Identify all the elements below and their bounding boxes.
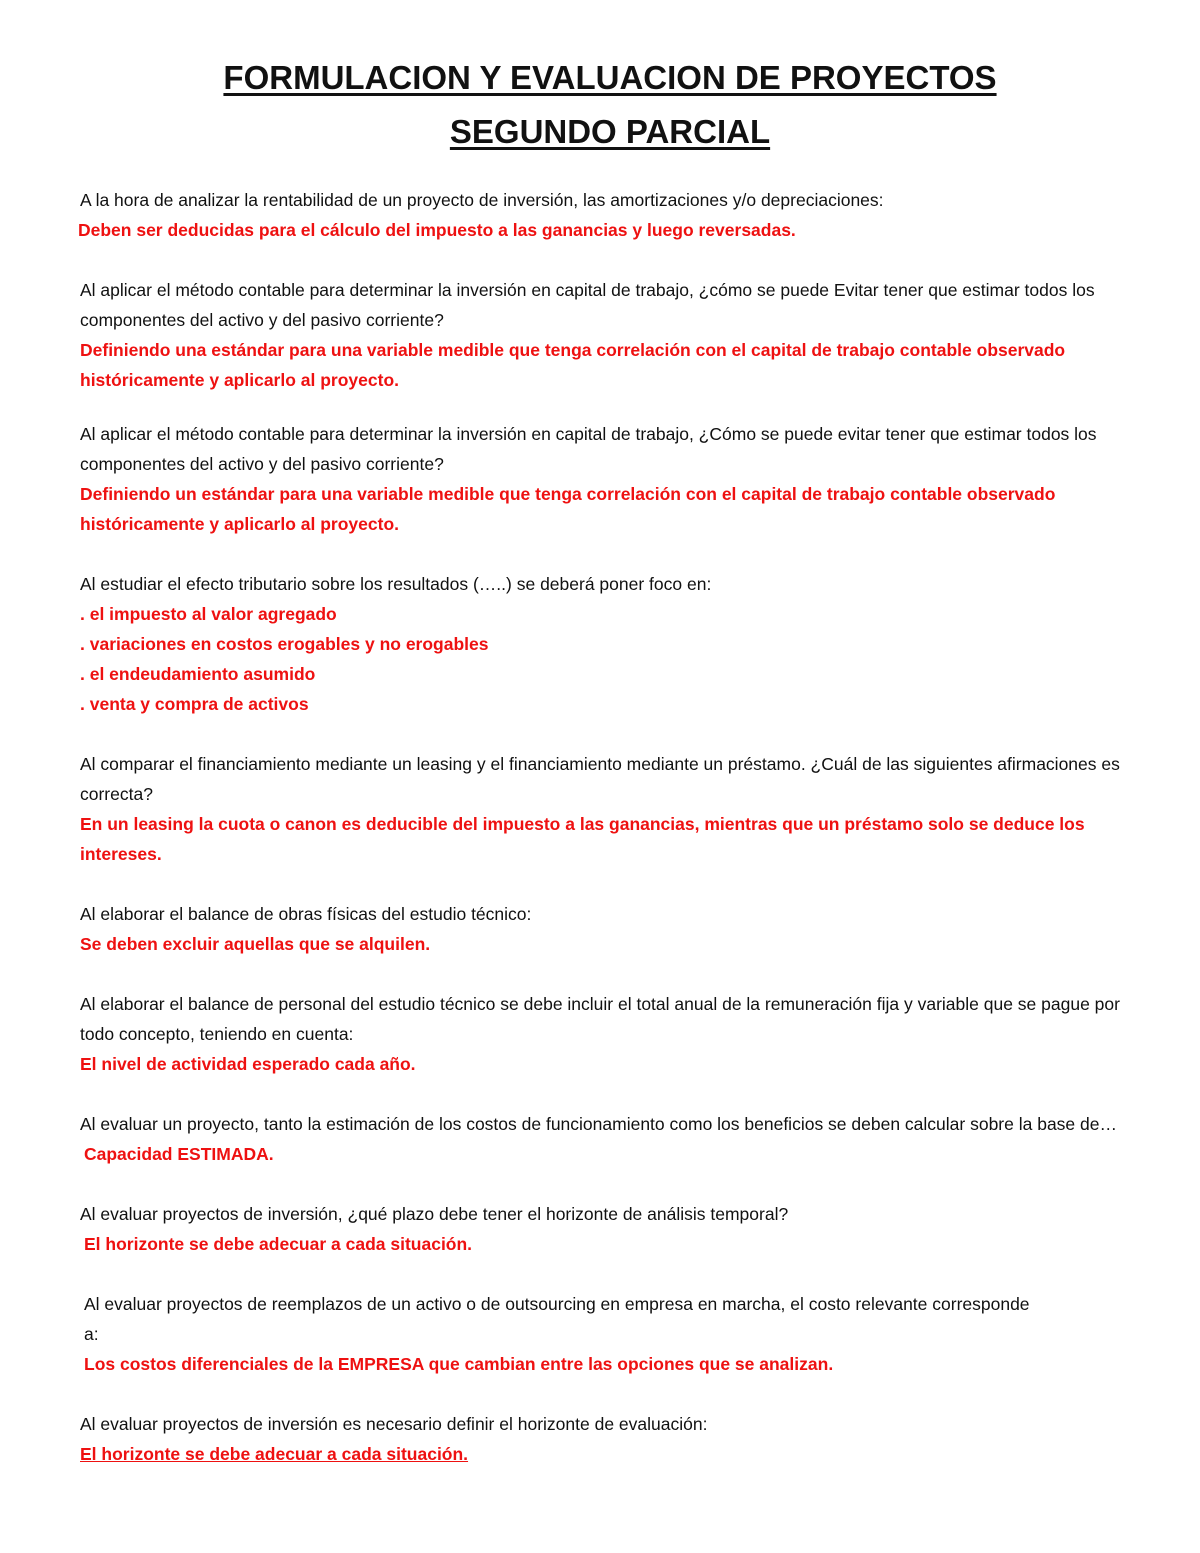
document-subtitle: SEGUNDO PARCIAL	[449, 112, 771, 150]
question-text: Al comparar el financiamiento mediante un leasing y el financiamiento mediante un préstamo. ¿Cuál de las siguientes afirmaciones es correcta?	[80, 754, 1120, 805]
answer-text: Definiendo una estándar para una variable medible que tenga correlación con el capital de trabajo contable observado históricamente y aplicarlo al proyecto.	[80, 340, 1066, 391]
answer-text: El horizonte se debe adecuar a cada situación.	[84, 1234, 473, 1255]
answer-text: Capacidad ESTIMADA.	[84, 1144, 274, 1165]
answer-text: Definiendo un estándar para una variable medible que tenga correlación con el capital de trabajo contable observado históricamente y aplicarlo al proyecto.	[80, 484, 1056, 535]
answer-text: El nivel de actividad esperado cada año.	[80, 1054, 416, 1075]
answer-options-list	[80, 599, 1140, 719]
question-text: Al elaborar el balance de obras físicas del estudio técnico:	[80, 904, 532, 925]
qa-item-9	[80, 1199, 1140, 1259]
question-text: Al evaluar proyectos de inversión es necesario definir el horizonte de evaluación:	[80, 1414, 708, 1435]
answer-option: . venta y compra de activos	[80, 694, 309, 715]
question-text: Al evaluar proyectos de inversión, ¿qué plazo debe tener el horizonte de análisis temporal?	[80, 1204, 789, 1225]
question-text: Al aplicar el método contable para determinar la inversión en capital de trabajo, ¿cómo se puede Evitar tener que estimar todos los componentes del activo y del pasivo corriente?	[80, 280, 1095, 331]
qa-item-7	[80, 989, 1140, 1079]
question-text: Al aplicar el método contable para determinar la inversión en capital de trabajo, ¿Cómo se puede evitar tener que estimar todos los componentes del activo y del pasivo corriente?	[80, 424, 1097, 475]
qa-item-10	[80, 1289, 1140, 1379]
qa-item-11	[80, 1409, 1140, 1469]
answer-text: Los costos diferenciales de la EMPRESA que cambian entre las opciones que se analizan.	[84, 1354, 834, 1375]
answer-option: . variaciones en costos erogables y no erogables	[80, 634, 489, 655]
qa-item-4	[80, 569, 1140, 719]
question-text: Al elaborar el balance de personal del estudio técnico se debe incluir el total anual de la remuneración fija y variable que se pague por todo concepto, teniendo en cuenta:	[80, 994, 1120, 1045]
question-text: A la hora de analizar la rentabilidad de un proyecto de inversión, las amortizaciones y/o depreciaciones:	[80, 190, 884, 211]
answer-option: . el endeudamiento asumido	[80, 664, 316, 685]
question-text: Al estudiar el efecto tributario sobre los resultados (…..) se deberá poner foco en:	[80, 574, 712, 595]
question-text: Al evaluar un proyecto, tanto la estimación de los costos de funcionamiento como los beneficios se deben calcular sobre la base de…	[80, 1114, 1117, 1135]
answer-text: Deben ser deducidas para el cálculo del impuesto a las ganancias y luego reversadas.	[78, 220, 796, 241]
qa-item-5	[80, 749, 1140, 869]
qa-item-2	[80, 275, 1140, 395]
qa-item-6	[80, 899, 1140, 959]
answer-text: El horizonte se debe adecuar a cada situación.	[80, 1444, 469, 1465]
answer-option: . el impuesto al valor agregado	[80, 604, 337, 625]
qa-item-1	[80, 185, 1140, 245]
answer-text: En un leasing la cuota o canon es deducible del impuesto a las ganancias, mientras que un préstamo solo se deduce los intereses.	[80, 814, 1085, 865]
document-title: FORMULACION Y EVALUACION DE PROYECTOS	[223, 59, 997, 96]
question-text: Al evaluar proyectos de reemplazos de un activo o de outsourcing en empresa en marcha, el costo relevante corresponde a:	[84, 1294, 1030, 1345]
qa-item-3	[80, 419, 1140, 539]
qa-item-8	[80, 1109, 1140, 1169]
answer-text: Se deben excluir aquellas que se alquilen.	[80, 934, 431, 955]
